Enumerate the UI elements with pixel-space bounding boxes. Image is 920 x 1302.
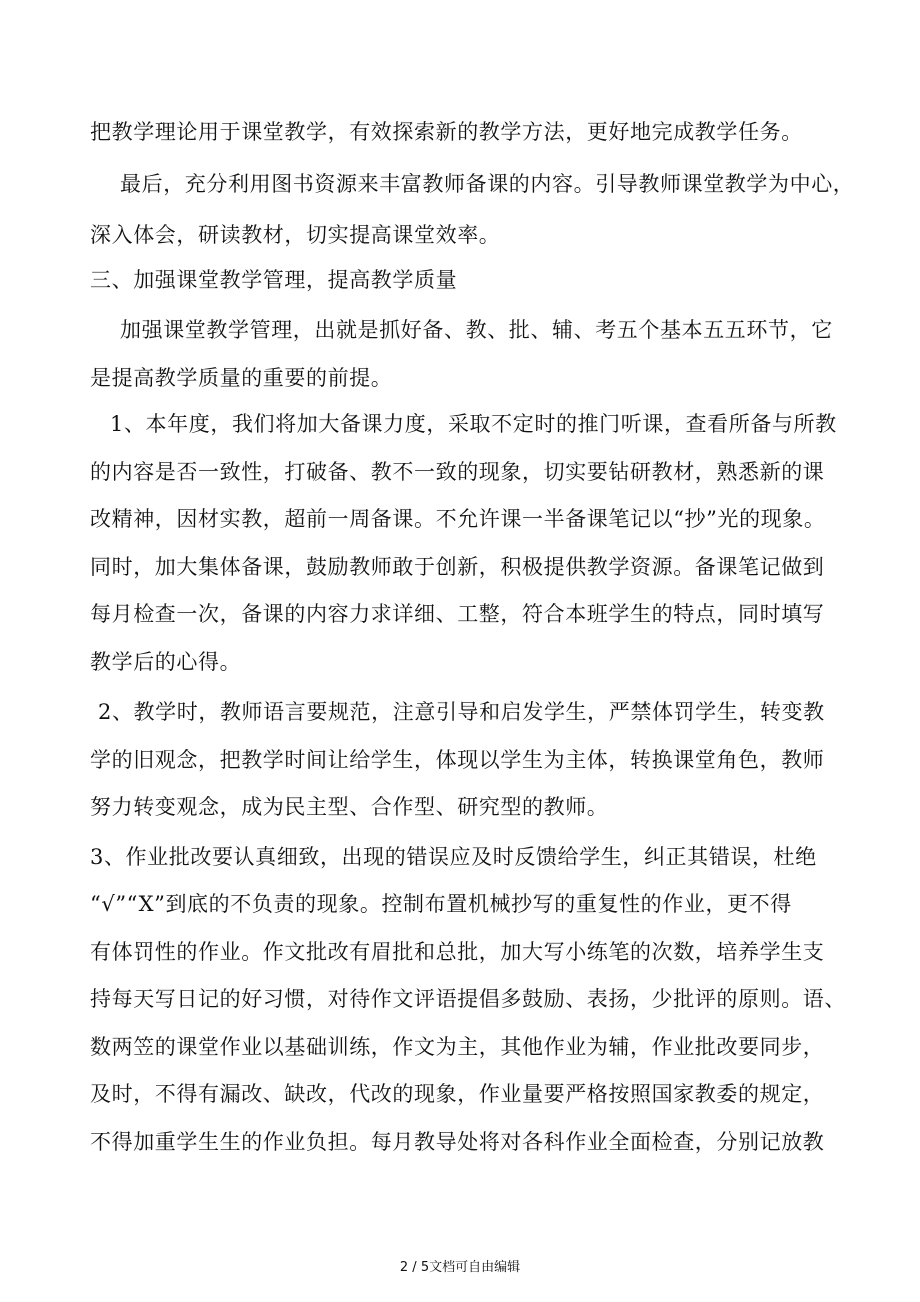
- text-line: 1、本年度，我们将加大备课力度，采取不定时的推门听课，查看所备与所教: [110, 412, 837, 436]
- text-line: 深入体会，研读教材，切实提高课堂效率。: [90, 223, 501, 247]
- text-line: 努力转变观念，成为民主型、合作型、研究型的教师。: [90, 795, 609, 819]
- text-line: 不得加重学生生的作业负担。每月教导处将对各科作业全面检查，分别记放教: [90, 1130, 825, 1154]
- text-line: 加强课堂教学管理，出就是抓好备、教、批、辅、考五个基本五五环节，它: [120, 318, 833, 342]
- text-line: 教学后的心得。: [90, 650, 242, 674]
- text-line: 同时，加大集体备课，鼓励教师敢于创新，积极提供教学资源。备课笔记做到: [90, 555, 825, 579]
- text-line: 把教学理论用于课堂教学，有效探索新的教学方法，更好地完成教学任务。: [90, 120, 803, 144]
- text-line: 2、教学时，教师语言要规范，注意引导和启发学生，严禁体罚学生，转变教: [98, 700, 825, 724]
- text-line: 的内容是否一致性，打破备、教不一致的现象，切实要钻研教材，熟悉新的课: [90, 460, 825, 484]
- page-footer: 2 / 5文档可自由编辑: [399, 1260, 521, 1275]
- text-line: 持每天写日记的好习惯，对待作文评语提倡多鼓励、表扬，少批评的原则。语、: [90, 987, 846, 1011]
- text-line: 每月检查一次，备课的内容力求详细、工整，符合本班学生的特点，同时填写: [90, 602, 825, 626]
- text-line: 数两笠的课堂作业以基础训练，作文为主，其他作业为辅，作业批改要同步，: [90, 1035, 825, 1059]
- text-line: 最后，充分利用图书资源来丰富教师备课的内容。引导教师课堂教学为中心，: [120, 172, 855, 196]
- text-line: 学的旧观念，把教学时间让给学生，体现以学生为主体，转换课堂角色，教师: [90, 748, 825, 772]
- text-line: “√”“X”到底的不负责的现象。控制布置机械抄写的重复性的作业，更不得: [90, 892, 792, 916]
- section-heading: 三、加强课堂教学管理，提高教学质量: [90, 268, 458, 292]
- text-line: 有体罚性的作业。作文批改有眉批和总批，加大写小练笔的次数，培养学生支: [90, 940, 825, 964]
- text-line: 是提高教学质量的重要的前提。: [90, 366, 393, 390]
- text-line: 3、作业批改要认真细致，出现的错误应及时反馈给学生，纠正其错误，杜绝: [90, 845, 817, 869]
- text-line: 及时，不得有漏改、缺改，代改的现象，作业量要严格按照国家教委的规定，: [90, 1082, 825, 1106]
- text-line: 改精神，因材实教，超前一周备课。不允许课一半备课笔记以“抄”光的现象。: [90, 507, 826, 531]
